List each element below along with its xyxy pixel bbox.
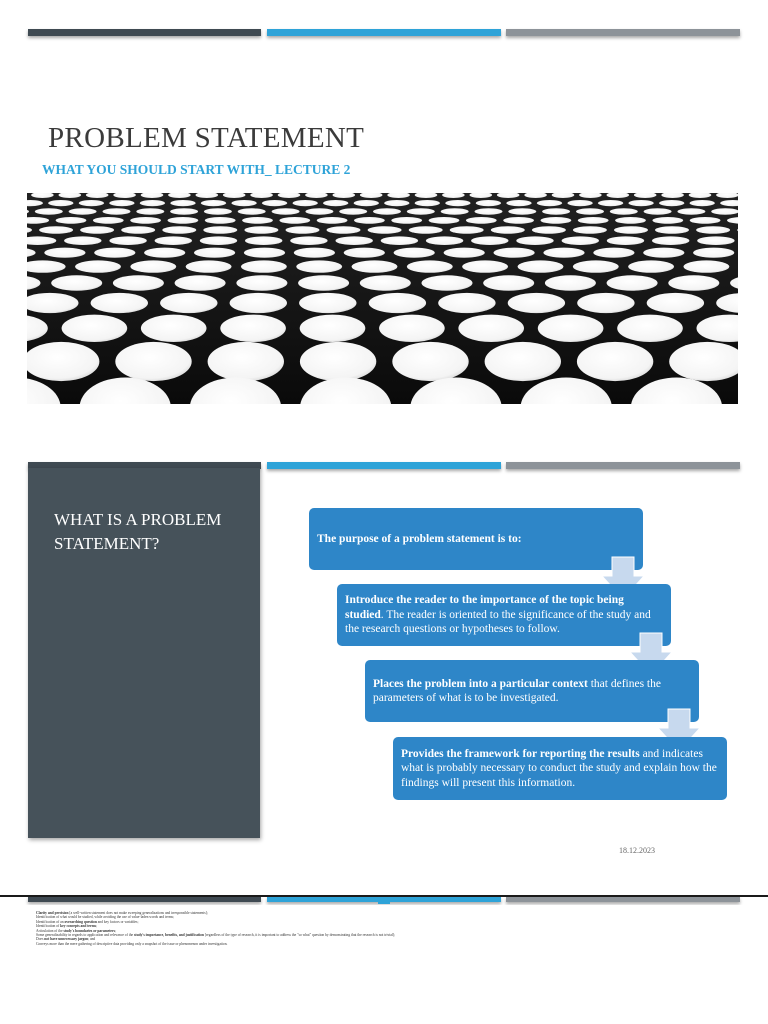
pattern-disc xyxy=(69,208,97,214)
pattern-disc xyxy=(494,248,535,258)
pattern-disc xyxy=(279,217,310,224)
flow-box-provides-rest: and indicates what is probably necessary to conduct the study and explain how the findings will present this information. xyxy=(401,747,717,789)
notes-line: Conveys more than the mere gathering of descriptive data providing only a snapshot of the issue or phenomenon under investigation. xyxy=(36,941,228,946)
pattern-disc xyxy=(220,315,286,342)
pattern-disc xyxy=(130,217,161,224)
pattern-disc xyxy=(392,342,468,381)
pattern-disc xyxy=(354,217,385,224)
pattern-disc xyxy=(186,260,232,272)
pattern-disc xyxy=(130,260,176,272)
pattern-disc xyxy=(476,200,501,206)
pattern-disc xyxy=(381,236,418,245)
pattern-disc xyxy=(203,226,237,234)
pattern-disc xyxy=(607,236,644,245)
pattern-disc xyxy=(475,208,503,214)
pattern-disc xyxy=(415,200,440,206)
pattern-disc xyxy=(441,208,469,214)
pattern-disc xyxy=(232,200,257,206)
pattern-disc xyxy=(300,342,376,381)
pattern-disc xyxy=(140,200,165,206)
pattern-disc xyxy=(391,217,422,224)
pattern-disc xyxy=(262,200,287,206)
pattern-disc xyxy=(532,226,566,234)
slide-title: PROBLEM STATEMENT xyxy=(48,122,365,154)
pattern-disc xyxy=(573,260,619,272)
notes-line: Identification of an overarching question and key factors or variables; xyxy=(36,919,139,924)
pattern-disc xyxy=(39,226,73,234)
pattern-disc xyxy=(44,248,85,258)
pattern-disc xyxy=(537,200,562,206)
ellipse-pattern-graphic xyxy=(27,193,738,404)
pattern-disc xyxy=(647,293,704,313)
pattern-disc xyxy=(336,236,373,245)
pattern-disc xyxy=(80,226,114,234)
pattern-disc xyxy=(113,275,164,290)
flow-box-purpose-text: The purpose of a problem statement is to: xyxy=(317,532,522,545)
pattern-disc xyxy=(545,275,596,290)
pattern-disc xyxy=(121,226,155,234)
pattern-disc xyxy=(64,236,101,245)
top-bar-grey xyxy=(506,29,740,36)
pattern-disc xyxy=(109,200,134,206)
notes-line: Identification of what would be studied, while avoiding the use of value-laden words and terms; xyxy=(36,915,175,920)
flow-box-provides-bold: Provides the framework for reporting the results xyxy=(401,747,640,760)
pattern-disc xyxy=(298,275,349,290)
pattern-disc xyxy=(344,248,385,258)
slide-date: 18.12.2023 xyxy=(619,846,655,855)
pattern-disc xyxy=(485,342,561,381)
notes-list xyxy=(36,911,556,946)
pattern-disc xyxy=(305,208,333,214)
flow-box-places-lead: Places the problem into a particular xyxy=(373,677,553,690)
pattern-disc xyxy=(516,236,553,245)
pattern-disc xyxy=(242,217,273,224)
pattern-disc xyxy=(241,260,287,272)
pattern-disc xyxy=(236,275,287,290)
pattern-disc xyxy=(300,315,366,342)
flow-box-places-rest: that defines the parameters of what is to be investigated. xyxy=(373,677,661,704)
pattern-disc xyxy=(200,236,237,245)
pattern-disc xyxy=(644,208,672,214)
pattern-disc xyxy=(690,217,721,224)
pattern-disc xyxy=(170,208,198,214)
pattern-disc xyxy=(643,248,684,258)
notes-line: Clarity and precision [a well-written statement does not make sweeping generalizations and irresponsible statements]; xyxy=(36,911,208,915)
bottom-bar-grey xyxy=(506,897,740,902)
mid-bar-blue xyxy=(267,462,501,469)
pattern-disc xyxy=(115,342,191,381)
pattern-disc xyxy=(323,200,348,206)
pattern-disc xyxy=(48,200,73,206)
pattern-disc xyxy=(598,200,623,206)
pattern-disc xyxy=(245,236,282,245)
pattern-disc xyxy=(339,208,367,214)
pattern-disc xyxy=(629,200,654,206)
pattern-disc xyxy=(617,315,683,342)
pattern-disc xyxy=(690,200,715,206)
pattern-disc xyxy=(175,275,226,290)
pattern-disc xyxy=(62,315,128,342)
pattern-disc xyxy=(230,293,287,313)
pattern-disc xyxy=(652,236,689,245)
pattern-disc xyxy=(696,226,730,234)
pattern-disc xyxy=(162,226,196,234)
flow-box-places xyxy=(365,660,699,722)
pattern-disc xyxy=(697,236,734,245)
pattern-disc xyxy=(684,260,730,272)
pattern-disc xyxy=(155,236,192,245)
pattern-disc xyxy=(79,200,104,206)
pattern-disc xyxy=(144,248,185,258)
pattern-disc xyxy=(93,217,124,224)
pattern-disc xyxy=(429,217,460,224)
pattern-disc xyxy=(483,275,534,290)
pattern-disc xyxy=(394,248,435,258)
pattern-disc xyxy=(354,200,379,206)
pattern-disc xyxy=(450,226,484,234)
pattern-disc xyxy=(628,260,674,272)
pattern-disc xyxy=(426,236,463,245)
pattern-disc xyxy=(170,200,195,206)
pattern-disc xyxy=(205,217,236,224)
ellipse-pattern-image xyxy=(27,193,738,404)
pattern-disc xyxy=(677,208,705,214)
pattern-disc xyxy=(360,275,411,290)
flow-box-introduce-text xyxy=(345,593,663,637)
flow-box-places-bold: context xyxy=(552,677,588,690)
pattern-disc xyxy=(379,315,445,342)
pattern-disc xyxy=(543,248,584,258)
flow-box-introduce xyxy=(337,584,671,646)
pattern-disc xyxy=(141,315,207,342)
pattern-disc xyxy=(109,236,146,245)
pattern-disc xyxy=(103,208,131,214)
pattern-disc xyxy=(422,275,473,290)
pattern-disc xyxy=(541,217,572,224)
mid-bar-grey xyxy=(506,462,740,469)
pattern-disc xyxy=(244,248,285,258)
pattern-disc xyxy=(562,236,599,245)
notes-line: Does not have unnecessary jargon; and xyxy=(36,937,96,942)
pattern-disc xyxy=(352,260,398,272)
pattern-disc xyxy=(503,217,534,224)
pattern-disc xyxy=(384,200,409,206)
flow-box-introduce-rest: . The reader is oriented to the significance of the study and the research questions or hypotheses to follow. xyxy=(345,608,651,636)
pattern-disc xyxy=(652,217,683,224)
slide-subtitle: WHAT YOU SHOULD START WITH_ LECTURE 2 xyxy=(42,162,351,177)
pattern-disc xyxy=(458,315,524,342)
pattern-disc xyxy=(538,315,604,342)
pattern-disc xyxy=(238,208,266,214)
pattern-disc xyxy=(614,226,648,234)
pattern-disc xyxy=(194,248,235,258)
pattern-disc xyxy=(506,200,531,206)
pattern-disc xyxy=(542,208,570,214)
pattern-disc xyxy=(471,236,508,245)
page-tab-marker xyxy=(378,900,390,904)
pattern-disc xyxy=(491,226,525,234)
pattern-disc xyxy=(294,248,335,258)
bottom-bar-dark xyxy=(28,897,261,902)
pattern-disc xyxy=(244,226,278,234)
pattern-disc xyxy=(373,208,401,214)
pattern-disc xyxy=(368,226,402,234)
pattern-disc xyxy=(201,200,226,206)
pattern-disc xyxy=(462,260,508,272)
pattern-disc xyxy=(577,342,653,381)
pattern-disc xyxy=(578,217,609,224)
pattern-disc xyxy=(290,236,327,245)
pattern-disc xyxy=(615,217,646,224)
pattern-disc xyxy=(160,293,217,313)
pattern-disc xyxy=(56,217,87,224)
pattern-disc xyxy=(272,208,300,214)
pattern-disc xyxy=(445,200,470,206)
top-bar-dark xyxy=(28,29,261,36)
pattern-disc xyxy=(91,293,148,313)
pattern-disc xyxy=(508,293,565,313)
pattern-disc xyxy=(409,226,443,234)
pattern-disc xyxy=(286,226,320,234)
pattern-disc xyxy=(466,217,497,224)
pattern-disc xyxy=(593,248,634,258)
flow-box-places-text xyxy=(373,677,691,706)
pattern-disc xyxy=(293,200,318,206)
side-heading: WHAT IS A PROBLEM STATEMENT? xyxy=(54,510,222,553)
pattern-disc xyxy=(568,200,593,206)
pattern-disc xyxy=(299,293,356,313)
pattern-disc xyxy=(610,208,638,214)
flow-box-provides xyxy=(393,737,727,800)
pattern-disc xyxy=(577,293,634,313)
pattern-disc xyxy=(208,342,284,381)
pattern-disc xyxy=(94,248,135,258)
pattern-disc xyxy=(168,217,199,224)
pattern-disc xyxy=(136,208,164,214)
pattern-disc xyxy=(711,208,738,214)
pattern-disc xyxy=(668,275,719,290)
pattern-disc xyxy=(35,208,63,214)
pattern-disc xyxy=(407,260,453,272)
flow-box-introduce-bold: Introduce the reader to the importance of the topic being studied xyxy=(345,594,624,621)
pattern-disc xyxy=(327,226,361,234)
pattern-disc xyxy=(407,208,435,214)
pattern-disc xyxy=(204,208,232,214)
pattern-disc xyxy=(607,275,658,290)
notes-line: Identification of key concepts and terms; xyxy=(36,924,97,929)
pattern-disc xyxy=(51,275,102,290)
pattern-disc xyxy=(444,248,485,258)
pattern-disc xyxy=(75,260,121,272)
pattern-disc xyxy=(508,208,536,214)
notes-line: Articulation of the study's boundaries or parameters; xyxy=(36,928,116,933)
pattern-disc xyxy=(296,260,342,272)
pattern-disc xyxy=(317,217,348,224)
top-bar-blue xyxy=(267,29,501,36)
flow-box-purpose xyxy=(309,508,643,570)
pattern-disc xyxy=(438,293,495,313)
pattern-disc xyxy=(369,293,426,313)
pattern-disc xyxy=(693,248,734,258)
notes-line: Some generalizability in regards to application and relevance of the study's importance, benefits, and justification [regardless of the type of research, it is important to address the "so what" question by demonstrating that the research is not trivial]; xyxy=(36,933,396,938)
pattern-disc xyxy=(576,208,604,214)
pattern-disc xyxy=(573,226,607,234)
pattern-disc xyxy=(518,260,564,272)
flow-box-provides-text xyxy=(401,747,719,791)
pattern-disc xyxy=(655,226,689,234)
pattern-disc xyxy=(659,200,684,206)
